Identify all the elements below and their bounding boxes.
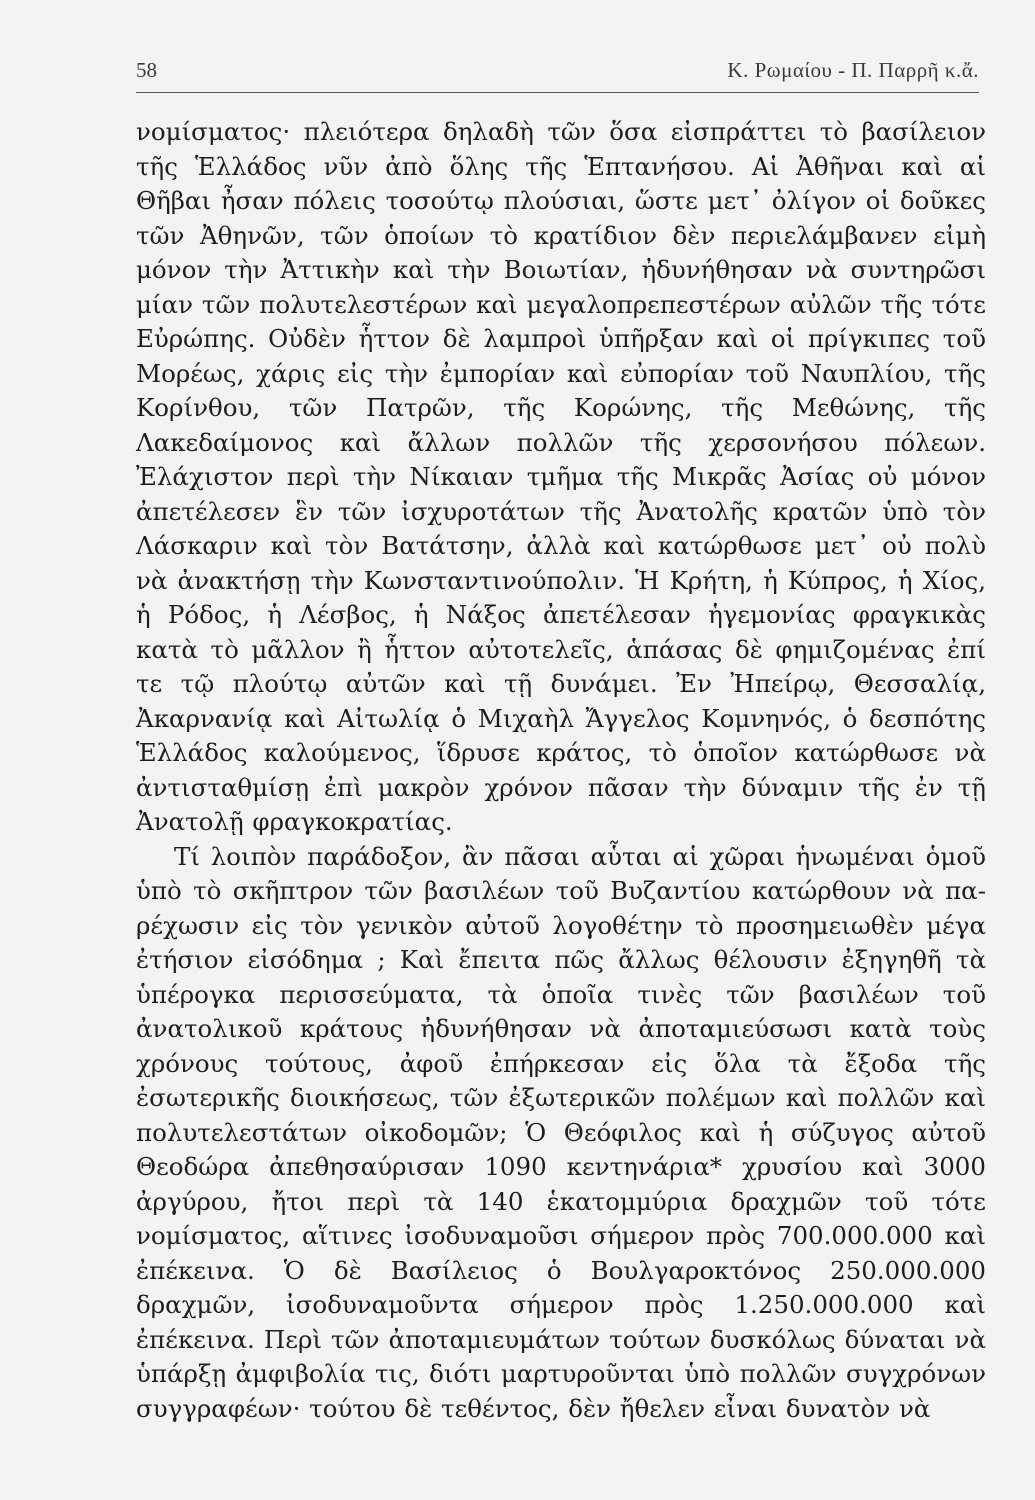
- running-head: Κ. Ρωμαίου - Π. Παρρῆ κ.ἄ.: [727, 58, 979, 82]
- page-number: 58: [136, 58, 157, 82]
- paragraph-2: Τί λοιπὸν παράδοξον, ἂν πᾶσαι αὗται αἱ χῶραι ἡνωμέναι ὁμοῦ ὑπὸ τὸ σκῆπτρον τῶν βασιλέων τοῦ Βυζαντίου κατώρθουν νὰ παρέχωσιν εἰς τὸν γενικὸν αὐτοῦ λογοθέτην τὸ προσημειωθὲν μέγα ἐτήσιον εἰσόδημα ; Καὶ ἔπειτα πῶς ἄλλως θέλουσιν ἐξηγηθῆ τὰ ὑπέρογκα περισσεύματα, τὰ ὁποῖα τινὲς τῶν βασιλέων τοῦ ἀνατολικοῦ κράτους ἠδυνήθησαν νὰ ἀποταμιεύσωσι κατὰ τοὺς χρόνους τούτους, ἀφοῦ ἐπήρκεσαν εἰς ὅλα τὰ ἔξοδα τῆς ἐσωτερικῆς διοικήσεως, τῶν ἐξωτερικῶν πολέμων καὶ πολλῶν καὶ πολυτελεστάτων οἰκοδομῶν; Ὁ Θεόφιλος καὶ ἡ σύζυγος αὐτοῦ Θεοδώρα ἀπεθησαύρισαν 1090 κεντηνάρια* χρυσίου καὶ 3000 ἀργύρου, ἤτοι περὶ τὰ 140 ἑκατομμύρια δραχμῶν τοῦ τότε νομίσματος, αἵτινες ἰσοδυναμοῦσι σήμερον πρὸς 700.000.000 καὶ ἐπέκεινα. Ὁ δὲ Βασίλειος ὁ Βουλγαροκτόνος 250.000.000 δραχμῶν, ἰσοδυναμοῦντα σήμερον πρὸς 1.250.000.000 καὶ ἐπέκεινα. Περὶ τῶν ἀποταμιευμάτων τούτων δυσκόλως δύναται νὰ ὑπάρξῃ ἀμφιβολία τις, διότι μαρτυροῦνται ὑπὸ πολλῶν συγχρόνων συγγραφέων· τούτου δὲ τεθέντος, δὲν ἤθελεν εἶναι δυνατὸν νὰ: [136, 841, 986, 1423]
- paragraph-1: νομίσματος· πλειότερα δηλαδὴ τῶν ὅσα εἰσπράττει τὸ βασίλειον τῆς Ἑλλάδος νῦν ἀπὸ ὅλης τῆς Ἑπτανήσου. Αἱ Ἀθῆναι καὶ αἱ Θῆβαι ἦσαν πόλεις τοσούτῳ πλούσιαι, ὥστε μετ᾽ ὀλίγον οἱ δοῦκες τῶν Ἀθηνῶν, τῶν ὁποίων τὸ κρατίδιον δὲν περιελάμβανεν εἰμὴ μόνον τὴν Ἀττικὴν καὶ τὴν Βοιωτίαν, ἠδυνήθησαν νὰ συντηρῶσι μίαν τῶν πολυτελεστέρων καὶ μεγαλοπρεπεστέρων αὐλῶν τῆς τότε Εὐρώπης. Οὐδὲν ἧττον δὲ λαμπροὶ ὑπῆρξαν καὶ οἱ πρίγκιπες τοῦ Μορέως, χάρις εἰς τὴν ἐμπορίαν καὶ εὐπορίαν τοῦ Ναυπλίου, τῆς Κορίνθου, τῶν Πατρῶν, τῆς Κορώνης, τῆς Μεθώνης, τῆς Λακεδαίμονος καὶ ἄλλων πολλῶν τῆς χερσονήσου πόλεων. Ἐλάχιστον περὶ τὴν Νίκαιαν τμῆμα τῆς Μικρᾶς Ἀσίας οὐ μόνον ἀπετέλεσεν ἓν τῶν ἰσχυροτάτων τῆς Ἀνατολῆς κρατῶν ὑπὸ τὸν Λάσκαριν καὶ τὸν Βατάτσην, ἀλλὰ καὶ κατώρθωσε μετ᾽ οὐ πολὺ νὰ ἀνακτήσῃ τὴν Κωνσταντινούπολιν. Ἡ Κρήτη, ἡ Κύπρος, ἡ Χίος, ἡ Ρόδος, ἡ Λέσβος, ἡ Νάξος ἀπετέλεσαν ἡγεμονίας φραγκικὰς κατὰ τὸ μᾶλλον ἢ ἧττον αὐτοτελεῖς, ἁπάσας δὲ φημιζομένας ἐπί τε τῷ πλούτῳ αὐτῶν καὶ τῇ δυνάμει. Ἐν Ἠπείρῳ, Θεσσαλίᾳ, Ἀκαρνανίᾳ καὶ Αἰτωλίᾳ ὁ Μιχαὴλ Ἄγγελος Κομνηνός, ὁ δεσπότης Ἑλλάδος καλούμενος, ἵδρυσε κράτος, τὸ ὁποῖον κατώρθωσε νὰ ἀντισταθμίσῃ ἐπὶ μακρὸν χρόνον πᾶσαν τὴν δύναμιν τῆς ἐν τῇ Ἀνατολῇ φραγκοκρατίας.: [136, 117, 986, 836]
- body-text: [136, 115, 986, 1426]
- header-rule: [136, 92, 979, 93]
- page-header: [136, 58, 979, 88]
